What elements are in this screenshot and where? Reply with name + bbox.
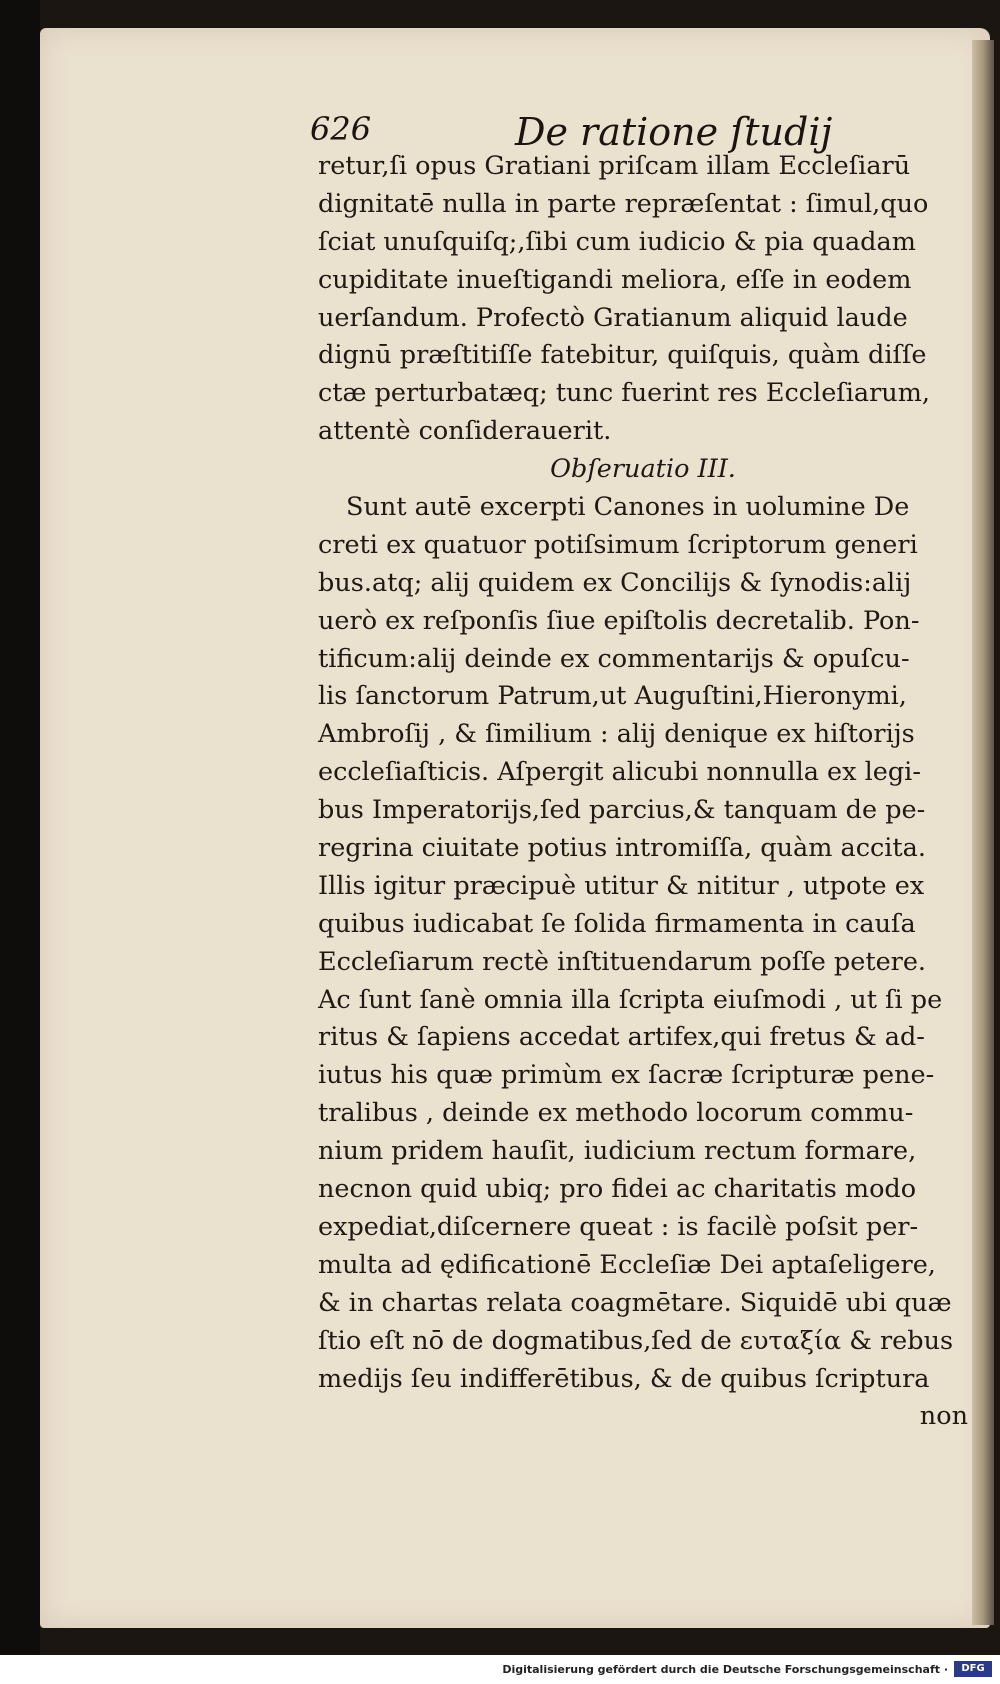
text-line: multa ad ędificationē Eccleſiæ Dei aptaſeligere, bbox=[318, 1249, 936, 1280]
text-line: medijs ſeu indifferētibus, & de quibus ſcriptura bbox=[318, 1363, 930, 1394]
text-line: bus.atq; alij quidem ex Concilijs & ſynodis:alij bbox=[318, 567, 912, 598]
footer-credit: Digitalisierung gefördert durch die Deutsche Forschungsgemeinschaft · bbox=[502, 1663, 948, 1676]
text-line: uerò ex reſponſis ſiue epiſtolis decretalib. Pon- bbox=[318, 605, 920, 636]
text-line: cupiditate inueſtigandi meliora, eſſe in eodem bbox=[318, 264, 912, 295]
text-line: Ambroſij , & ſimilium : alij denique ex hiſtorijs bbox=[318, 719, 915, 750]
text-line: ſciat unuſquiſq;,ſibi cum iudicio & pia quadam bbox=[318, 226, 916, 257]
text-line: & in chartas relata coagmētare. Siquidē ubi quæ bbox=[318, 1287, 952, 1318]
text-line: expediat,diſcernere queat : is facilè poſsit per- bbox=[318, 1211, 919, 1242]
text-line: eccleſiaſticis. Aſpergit alicubi nonnulla ex legi- bbox=[318, 757, 921, 788]
text-block bbox=[318, 148, 968, 1436]
catchword: non bbox=[919, 1401, 968, 1432]
text-line: Sunt autē excerpti Canones in uolumine De bbox=[346, 492, 910, 523]
text-line: necnon quid ubiq; pro fidei ac charitatis modo bbox=[318, 1174, 917, 1205]
text-line: tralibus , deinde ex methodo locorum commu- bbox=[318, 1098, 914, 1129]
text-line: ritus & ſapiens accedat artifex,qui fretus & ad- bbox=[318, 1022, 925, 1053]
text-line: bus Imperatorijs,ſed parcius,& tanquam de pe- bbox=[318, 795, 926, 826]
text-line: Eccleſiarum rectè inſtituendarum poſſe petere. bbox=[318, 946, 927, 977]
text-line: tificum:alij deinde ex commentarijs & opuſcu- bbox=[318, 643, 910, 674]
text-line: retur,ſi opus Gratiani priſcam illam Eccleſiarū bbox=[318, 151, 911, 181]
text-line: uerſandum. Profectò Gratianum aliquid laude bbox=[318, 302, 908, 333]
text-line: Illis igitur præcipuè utitur & nititur , utpote ex bbox=[318, 870, 925, 901]
text-line: creti ex quatuor potiſsimum ſcriptorum generi bbox=[318, 529, 918, 560]
page-edge bbox=[972, 40, 994, 1625]
text-line: regrina ciuitate potius intromiſſa, quàm accita. bbox=[318, 833, 926, 864]
text-line: Ac ſunt ſanè omnia illa ſcripta eiuſmodi , ut ſi pe bbox=[318, 984, 943, 1015]
text-line: quibus iudicabat ſe ſolida firmamenta in cauſa bbox=[318, 908, 916, 939]
scan-left-edge bbox=[0, 0, 40, 1655]
dfg-logo: DFG bbox=[954, 1661, 992, 1677]
text-line: dignū præſtitiſſe fatebitur, quiſquis, quàm diſſe bbox=[318, 340, 927, 371]
text-line: ſtio eſt nō de dogmatibus,ſed de ευταξία & rebus bbox=[318, 1325, 954, 1356]
text-line: nium pridem hauſit, iudicium rectum formare, bbox=[318, 1136, 917, 1167]
text-line: attentè conſiderauerit. bbox=[318, 416, 612, 447]
section-heading: Obſeruatio III. bbox=[550, 454, 736, 485]
text-line: lis ſanctorum Patrum,ut Auguſtini,Hieronymi, bbox=[318, 681, 907, 712]
page-number: 626 bbox=[310, 110, 372, 148]
text-line: iutus his quæ primùm ex ſacræ ſcripturæ pene- bbox=[318, 1060, 935, 1091]
running-title: De ratione ſtudij bbox=[515, 110, 833, 154]
text-line: dignitatē nulla in parte repræſentat : ſimul,quo bbox=[318, 188, 929, 219]
text-line: ctæ perturbatæq; tunc fuerint res Eccleſiarum, bbox=[318, 378, 930, 409]
